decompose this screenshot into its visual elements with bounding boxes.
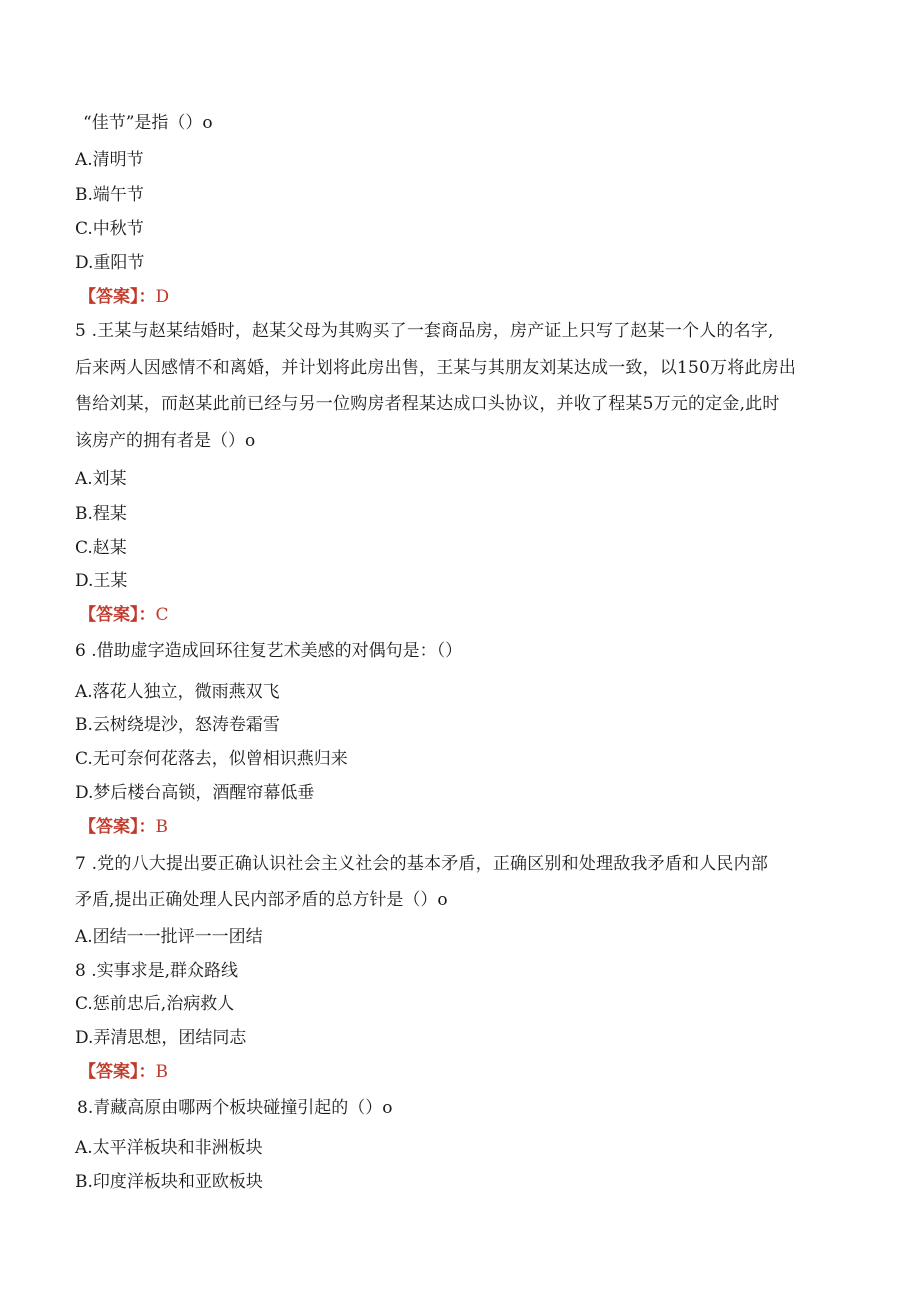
answer-label: 【答案】： bbox=[79, 817, 156, 837]
answer-value: D bbox=[155, 287, 170, 307]
option-c: C.赵某 bbox=[75, 538, 127, 558]
option-b: B.印度洋板块和亚欧板块 bbox=[75, 1172, 263, 1192]
answer-line bbox=[79, 604, 169, 626]
option-a: A.清明节 bbox=[75, 150, 144, 170]
question-stem-line: 该房产的拥有者是（）o bbox=[75, 431, 256, 451]
question-stem: “佳节”是指（）o bbox=[83, 113, 213, 133]
question-stem: 8.青藏高原由哪两个板块碰撞引起的（）o bbox=[77, 1098, 393, 1118]
option-d: D.重阳节 bbox=[75, 253, 145, 273]
answer-line bbox=[79, 286, 169, 308]
answer-label: 【答案】： bbox=[79, 1062, 156, 1082]
answer-value: C bbox=[155, 605, 169, 625]
question-stem: 6 .借助虚字造成回环往复艺术美感的对偶句是：（） bbox=[75, 641, 463, 661]
answer-label: 【答案】： bbox=[79, 287, 156, 307]
answer-label: 【答案】： bbox=[79, 605, 156, 625]
option-d: D.梦后楼台高锁，酒醒帘幕低垂 bbox=[75, 783, 315, 803]
option-a: A.太平洋板块和非洲板块 bbox=[75, 1138, 263, 1158]
question-stem-line: 矛盾,提出正确处理人民内部矛盾的总方针是（）o bbox=[75, 890, 448, 910]
option-b: B.云树绕堤沙，怒涛卷霜雪 bbox=[75, 715, 280, 735]
question-stem-line: 7 .党的八大提出要正确认识社会主义社会的基本矛盾，正确区别和处理敌我矛盾和人民内部 bbox=[75, 854, 769, 874]
answer-value: B bbox=[155, 817, 168, 837]
answer-line bbox=[79, 816, 168, 838]
question-stem-line: 售给刘某，而赵某此前已经与另一位购房者程某达成口头协议，并收了程某5万元的定金,此时 bbox=[75, 394, 780, 414]
question-stem-line: 后来两人因感情不和离婚，并计划将此房出售，王某与其朋友刘某达成一致，以150万将此房出 bbox=[75, 358, 797, 378]
answer-value: B bbox=[155, 1062, 168, 1082]
option-c: C.惩前忠后,治病救人 bbox=[75, 994, 235, 1014]
option-a: A.团结一一批评一一团结 bbox=[75, 927, 263, 947]
option-b: B.程某 bbox=[75, 504, 127, 524]
option-a: A.落花人独立，微雨燕双飞 bbox=[75, 682, 280, 702]
option-a: A.刘某 bbox=[75, 469, 127, 489]
answer-line bbox=[79, 1061, 168, 1083]
option-d: D.王某 bbox=[75, 571, 128, 591]
option-b: B.端午节 bbox=[75, 185, 144, 205]
question-stem-line: 5 .王某与赵某结婚时，赵某父母为其购买了一套商品房，房产证上只写了赵某一个人的名字, bbox=[75, 321, 774, 341]
option-d: D.弄清思想，团结同志 bbox=[75, 1028, 247, 1048]
option-c: C.无可奈何花落去，似曾相识燕归来 bbox=[75, 749, 348, 769]
option-c: C.中秋节 bbox=[75, 219, 144, 239]
option-b: 8 .实事求是,群众路线 bbox=[75, 961, 239, 981]
